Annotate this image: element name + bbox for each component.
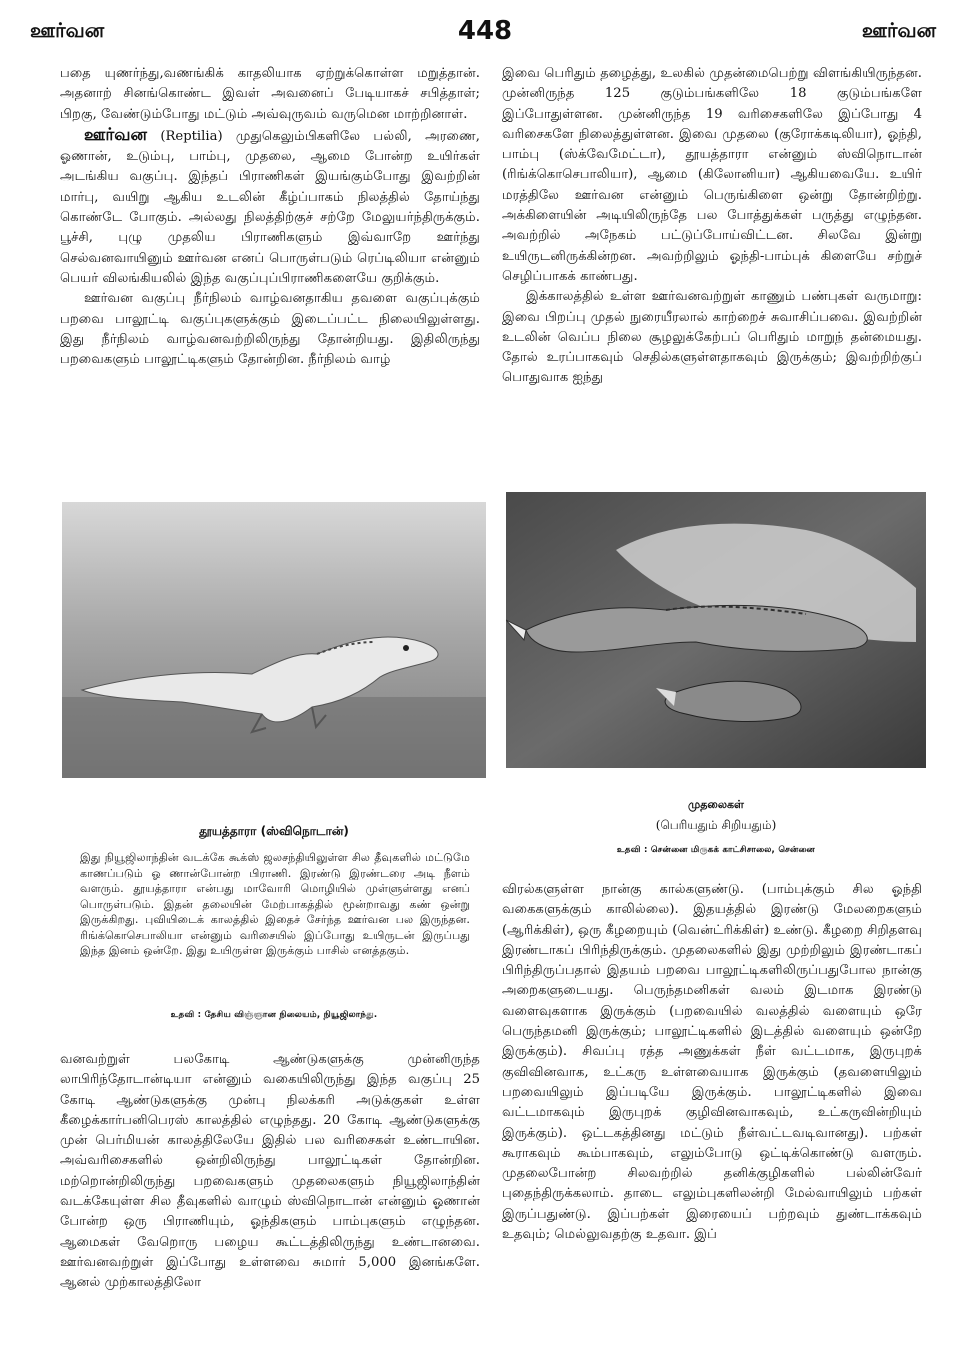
figure-credit-crocodiles: உதவி : சென்னை மிருகக் காட்சிசாலை, சென்னை — [616, 845, 816, 855]
entry-latin: (Reptilia) — [160, 128, 223, 144]
left-column-top — [60, 64, 480, 474]
tuatara-illustration — [62, 502, 486, 778]
right-column-bottom — [502, 880, 922, 1345]
paragraph: இவை பெரிதும் தழைத்து, உலகில் முதன்மைபெற்று விளங்கியிருந்தன. முன்னிருந்த 125 குடும்பங்களிலே 18 குடும்பங்களே இப்போதுள்ளன. முன்னிருந்த 19 வரிசைகளிலே இப்போது 4 வரிசைகளே நிலைத்துள்ளன. இவை முதலை (குரோக்கடிலியா), ஓந்தி, பாம்பு (ஸ்க்வேமேட்டா), தூயத்தாரா என்னும் ஸ்விநொடான் (ரிங்க்கொசெபாலியா), ஆமை (கிலோனியா) ஆகியவையே. உயிர் மரத்திலே ஊர்வன என்னும் பெருங்கிளை ஒன்று தோன்றிற்று. அக்கிளையின் அடியிலிருந்தே பல போத்துக்கள் பருத்து எழுந்தன. அவற்றில் அநேகம் பட்டுப்போய்விட்டன. சிலவே இன்று உயிருடனிருக்கின்றன. அவற்றிலும் ஓந்தி-பாம்புக் கிளையே சற்றுச் செழிப்பாகக் காண்பது. — [502, 66, 922, 284]
entry-text: முதுகெலும்பிகளிலே பல்லி, அரணை, ஓணான், உடும்பு, பாம்பு, முதலை, ஆமை போன்ற உயிர்கள் அடங்கிய வகுப்பு. இந்தப் பிராணிகள் இயங்கும்போது இவற்றின் மார்பு, வயிறு ஆகிய உடலின் கீழ்ப்பாகம் நிலத்தில் தோய்ந்து கொண்டே போகும். அல்லது நிலத்திற்குச் சற்றே மேலுயர்ந்திருக்கும். பூச்சி, புழு முதலிய பிராணிகளும் இவ்வாறே ஊர்ந்து செல்வனவாயினும் ஊர்வன எனப் பொருள்படும் ரெப்டிலியா என்னும் பெயர் விலங்கியலில் இந்த வகுப்புப்பிராணிகளையே குறிக்கும். — [60, 128, 480, 286]
paragraph-reptilia — [60, 125, 480, 289]
running-header-right: ஊர்வன — [861, 18, 936, 42]
left-column-bottom — [60, 1050, 480, 1345]
figure-title-crocodiles: முதலைகள் — [688, 798, 744, 811]
paragraph: வனவற்றுள் பலகோடி ஆண்டுகளுக்கு முன்னிருந்த லாபிரிந்தோடான்டியா என்னும் வகையிலிருந்து இந்த வகுப்பு 25 கோடி ஆண்டுகளுக்கு முன்பு நிலக்கரி அடுக்குகள் உள்ள கீழைக்கார்பனிபெரஸ் காலத்தில் எழுந்தது. 20 கோடி ஆண்டுகளுக்கு முன் பெர்மியன் காலத்திலேயே இதில் பல வரிசைகள் உண்டாயின. அவ்வரிசைகளில் ஒன்றிலிருந்து பாலூட்டிகள் தோன்றின. மற்றொன்றிலிருந்து பறவைகளும் முதலைகளும் நியூஜிலாந்தின் வடக்கேயுள்ள சில தீவுகளில் வாழும் ஸ்விநொடான் என்னும் ஓணான் போன்ற ஒரு பிராணியும், ஓந்திகளும் பாம்புகளும் எழுந்தன. ஆமைகள் வேறொரு பழைய கூட்டத்திலிருந்து உண்டானவை. ஊர்வனவற்றுள் இப்போது உள்ளவை சுமார் 5,000 இனங்களே. ஆனல் முற்காலத்திலோ — [60, 1052, 480, 1291]
page-number: 448 — [457, 16, 513, 46]
tuatara-photo — [62, 502, 486, 778]
running-header-left: ஊர்வன — [30, 18, 105, 42]
paragraph: இக்காலத்தில் உள்ள ஊர்வனவற்றுள் காணும் பண்புகள் வருமாறு: இவை பிறப்பு முதல் நுரையீரலால் காற்றைச் சுவாசிப்பவை. இவற்றின் உடலின் வெப்ப நிலை சூழலுக்கேற்பப் பெரிதும் மாறுந் தன்மையது. தோல் உரப்பாகவும் செதில்களுள்ளதாகவும் இருக்கும்; இவற்றிற்குப் பொதுவாக ஐந்து — [502, 289, 922, 386]
figure-subtitle-crocodiles: (பெரியதும் சிறியதும்) — [655, 818, 777, 832]
right-column-top — [502, 64, 922, 474]
entry-term: ஊர்வன — [84, 124, 148, 145]
figure-title-tuatara: தூயத்தாரா (ஸ்விநொடான்) — [199, 824, 349, 838]
paragraph: ஊர்வன வகுப்பு நீர்நிலம் வாழ்வனதாகிய தவளை வகுப்புக்கும் பறவை பாலூட்டி வகுப்புகளுக்கும் இடைப்பட்ட நிலையிலுள்ளது. இது நீர்நிலம் வாழ்வனவற்றிலிருந்து தோன்றியது. இதிலிருந்து பறவைகளும் பாலூட்டிகளும் தோன்றின. நீர்நிலம் வாழ் — [60, 291, 480, 368]
crocodiles-illustration — [506, 492, 926, 768]
paragraph: பதை யுணர்ந்து,வணங்கிக் காதலியாக ஏற்றுக்கொள்ள மறுத்தான். அதனாற் சினங்கொண்ட இவள் அவனைப் பேடியாகச் சபித்தாள்; பிறகு, வேண்டும்போது மட்டும் அவ்வுருவம் வருமென மாற்றினாள். — [60, 66, 480, 122]
paragraph: விரல்களுள்ள நான்கு கால்களுண்டு. (பாம்புக்கும் சில ஓந்தி வகைகளுக்கும் காலில்லை). இதயத்தில் இரண்டு மேலறைகளும் (ஆரிக்கிள்), ஒரு கீழறையும் (வென்ட்ரிக்கிள்) உண்டு. கீழறை சிறிதளவு இரண்டாகப் பிரிந்திருக்கும். முதலைகளில் இது முற்றிலும் இரண்டாகப் பிரிந்திருப்பதால் இதயம் பறவை பாலூட்டிகளிலிருப்பதுபோல நான்கு அறைகளுடையது. பெருந்தமனிகள் வலம் இடமாக இரண்டு வளைவுகளாக இருக்கும் (பறவையில் வலத்தில் வளையும் ஒரே பெருந்தமனி இருக்கும்; பாலூட்டிகளில் இடத்தில் வளையும் ஒன்றே இருக்கும்). சிவப்பு ரத்த அணுக்கள் நீள் வட்டமாக, இருபுறக் குவிவினவாக, உட்கரு உள்ளவையாக இருக்கும் (தவளையிலும் பறவையிலும் இப்படியே இருக்கும். பாலூட்டிகளில் இவை வட்டமாகவும் இருபுறக் குழிவினவாகவும், உட்கருவின்றியும் இருக்கும்). ஒட்டகத்தினது மட்டும் நீள்வட்டவடிவானது). பற்கள் கூராகவும் கூம்பாகவும், எலும்போடு ஒட்டிக்கொண்டு வளரும். முதலைபோன்ற சிலவற்றில் தனிக்குழிகளில் பல்லின்வேர் புதைந்திருக்கலாம். தாடை எலும்புகளிலன்றி மேல்வாயிலும் பற்கள் இருப்பதுண்டு. இப்பற்கள் இரையைப் பற்றவும் துண்டாக்கவும் உதவும்; மெல்லுவதற்கு உதவா. இப் — [502, 882, 922, 1243]
figure-credit-tuatara: உதவி : தேசிய விஞ்ஞான நிலையம், நியூஜிலாந்து. — [170, 1010, 378, 1020]
figure-caption-tuatara: இது நியூஜிலாந்தின் வடக்கே கூக்ஸ் ஜலசந்தியிலுள்ள சில தீவுகளில் மட்டுமே காணப்படும் ஓ ணான்போன்ற பிராணி. இரண்டு இரண்டரை அடி நீளம் வளரும். தூயத்தாரா என்பது மாவோரி மொழியில் முள்ளுள்ளது எனப் பொருள்படும். இதன் தலையின் மேற்பாகத்தில் மூன்றாவது கண் ஒன்று இருக்கிறது. புவியிடைக் காலத்தில் இதைச் சேர்ந்த ஊர்வன பல இருந்தன. ரிங்க்கொசெபாலியா என்னும் வரிசையில் இப்போது உயிருடன் இருப்பது இந்த இனம் ஒன்றே. இது உயிருள்ள இருக்கும் பாசில் எனத்தகும். — [80, 851, 470, 957]
crocodiles-photo — [506, 492, 926, 768]
